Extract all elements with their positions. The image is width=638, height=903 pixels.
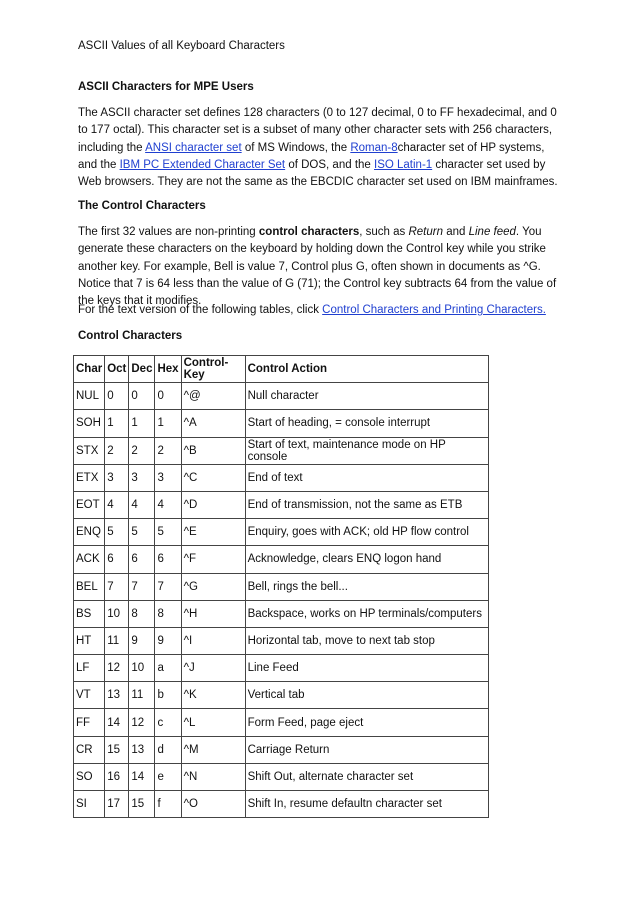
cell-hex: 6 — [155, 546, 181, 573]
iso-latin-1-link[interactable]: ISO Latin-1 — [374, 158, 433, 171]
intro-heading: ASCII Characters for MPE Users — [78, 81, 254, 93]
cell-control-key: ^D — [181, 491, 245, 518]
cell-dec: 11 — [129, 682, 155, 709]
table-row — [74, 791, 489, 818]
cell-control-action: Vertical tab — [245, 682, 488, 709]
cell-control-key: ^C — [181, 464, 245, 491]
table-row — [74, 519, 489, 546]
cell-oct: 6 — [105, 546, 129, 573]
cell-control-key: ^@ — [181, 383, 245, 410]
cell-control-action: Shift Out, alternate character set — [245, 763, 488, 790]
text-version-paragraph — [78, 302, 560, 319]
page-header-title: ASCII Values of all Keyboard Characters — [78, 40, 285, 52]
control-text-1: The first 32 values are non-printing — [78, 226, 259, 238]
cell-control-key: ^L — [181, 709, 245, 736]
table-row — [74, 682, 489, 709]
cell-dec: 4 — [129, 491, 155, 518]
cell-dec: 14 — [129, 763, 155, 790]
table-row — [74, 383, 489, 410]
cell-dec: 2 — [129, 437, 155, 464]
col-header-char: Char — [74, 356, 105, 383]
intro-text-5: character set used by Web browsers. They are not the same as the EBCDIC character set used on IBM mainframes. — [78, 158, 558, 189]
cell-oct: 2 — [105, 437, 129, 464]
cell-char: BEL — [74, 573, 105, 600]
cell-control-key: ^E — [181, 519, 245, 546]
cell-char: LF — [74, 655, 105, 682]
return-term: Return — [408, 226, 444, 238]
cell-char: ACK — [74, 546, 105, 573]
table-header-row — [74, 356, 489, 383]
cell-dec: 9 — [129, 627, 155, 654]
control-text-3: and — [443, 226, 469, 238]
roman-8-link[interactable]: Roman-8 — [350, 141, 398, 154]
table-row — [74, 464, 489, 491]
cell-dec: 0 — [129, 383, 155, 410]
col-header-oct: Oct — [105, 356, 129, 383]
intro-text-3: character set of HP systems, and the — [78, 141, 545, 171]
cell-dec: 3 — [129, 464, 155, 491]
cell-hex: b — [155, 682, 181, 709]
cell-oct: 1 — [105, 410, 129, 437]
cell-hex: a — [155, 655, 181, 682]
cell-control-action: Horizontal tab, move to next tab stop — [245, 627, 488, 654]
cell-hex: 1 — [155, 410, 181, 437]
cell-hex: 4 — [155, 491, 181, 518]
cell-oct: 11 — [105, 627, 129, 654]
cell-dec: 5 — [129, 519, 155, 546]
cell-char: SI — [74, 791, 105, 818]
cell-oct: 7 — [105, 573, 129, 600]
cell-control-key: ^N — [181, 763, 245, 790]
cell-dec: 1 — [129, 410, 155, 437]
cell-control-action: Bell, rings the bell... — [245, 573, 488, 600]
table-row — [74, 573, 489, 600]
col-header-control-action: Control Action — [245, 356, 488, 383]
cell-oct: 15 — [105, 736, 129, 763]
cell-hex: 5 — [155, 519, 181, 546]
cell-control-action: Start of text, maintenance mode on HP console — [245, 437, 488, 464]
cell-oct: 17 — [105, 791, 129, 818]
cell-oct: 0 — [105, 383, 129, 410]
control-text-4: . You generate these characters on the keyboard by holding down the Control key while you strike another key. For example, Bell is value 7, Control plus G, often shown in documents as ^G. Notice that 7 is 64 less than the value of G (71); the Control key subtracts 64 from the value of the keys that it modifies. — [78, 226, 557, 308]
cell-control-key: ^H — [181, 600, 245, 627]
cell-control-key: ^K — [181, 682, 245, 709]
control-text-2: , such as — [359, 226, 409, 238]
control-characters-heading: The Control Characters — [78, 200, 206, 212]
cell-control-action: Null character — [245, 383, 488, 410]
ansi-character-set-link[interactable]: ANSI character set — [145, 141, 242, 154]
cell-oct: 13 — [105, 682, 129, 709]
intro-text-4: of DOS, and the — [285, 158, 374, 171]
cell-char: FF — [74, 709, 105, 736]
table-row — [74, 491, 489, 518]
cell-char: ENQ — [74, 519, 105, 546]
cell-char: SO — [74, 763, 105, 790]
intro-text-1: The ASCII character set defines 128 characters (0 to 127 decimal, 0 to FF hexadecimal, and 0 to 177 octal). This character set is a subset of many other character sets with 256 characters, including the — [78, 107, 557, 154]
cell-control-action: Form Feed, page eject — [245, 709, 488, 736]
cell-oct: 16 — [105, 763, 129, 790]
col-header-dec: Dec — [129, 356, 155, 383]
cell-hex: 9 — [155, 627, 181, 654]
cell-oct: 5 — [105, 519, 129, 546]
cell-dec: 10 — [129, 655, 155, 682]
table-row — [74, 546, 489, 573]
cell-dec: 6 — [129, 546, 155, 573]
cell-hex: 8 — [155, 600, 181, 627]
table-row — [74, 600, 489, 627]
cell-control-action: Acknowledge, clears ENQ logon hand — [245, 546, 488, 573]
cell-oct: 4 — [105, 491, 129, 518]
line-feed-term: Line feed — [468, 226, 516, 238]
cell-control-action: Start of heading, = console interrupt — [245, 410, 488, 437]
cell-dec: 12 — [129, 709, 155, 736]
cell-control-key: ^J — [181, 655, 245, 682]
table-row — [74, 736, 489, 763]
col-header-hex: Hex — [155, 356, 181, 383]
cell-hex: 7 — [155, 573, 181, 600]
cell-char: NUL — [74, 383, 105, 410]
cell-control-action: Carriage Return — [245, 736, 488, 763]
cell-control-key: ^A — [181, 410, 245, 437]
cell-control-key: ^B — [181, 437, 245, 464]
cell-dec: 7 — [129, 573, 155, 600]
cell-dec: 13 — [129, 736, 155, 763]
cell-control-key: ^I — [181, 627, 245, 654]
cell-hex: c — [155, 709, 181, 736]
cell-hex: 0 — [155, 383, 181, 410]
table-row — [74, 627, 489, 654]
cell-control-action: End of text — [245, 464, 488, 491]
intro-paragraph — [78, 105, 560, 191]
cell-dec: 15 — [129, 791, 155, 818]
cell-control-action: Shift In, resume defaultn character set — [245, 791, 488, 818]
control-and-printing-characters-link[interactable]: Control Characters and Printing Characters. — [322, 304, 546, 316]
cell-hex: d — [155, 736, 181, 763]
cell-oct: 10 — [105, 600, 129, 627]
table-row — [74, 655, 489, 682]
cell-hex: e — [155, 763, 181, 790]
table-row — [74, 437, 489, 464]
cell-char: HT — [74, 627, 105, 654]
control-characters-term: control characters — [258, 226, 360, 238]
cell-control-action: End of transmission, not the same as ETB — [245, 491, 488, 518]
cell-char: BS — [74, 600, 105, 627]
cell-control-action: Enquiry, goes with ACK; old HP flow control — [245, 519, 488, 546]
cell-oct: 14 — [105, 709, 129, 736]
cell-char: EOT — [74, 491, 105, 518]
cell-char: STX — [74, 437, 105, 464]
cell-control-key: ^M — [181, 736, 245, 763]
table-title: Control Characters — [78, 330, 183, 342]
table-row — [74, 410, 489, 437]
cell-control-action: Backspace, works on HP terminals/computers — [245, 600, 488, 627]
cell-char: CR — [74, 736, 105, 763]
cell-oct: 3 — [105, 464, 129, 491]
cell-hex: 2 — [155, 437, 181, 464]
cell-char: ETX — [74, 464, 105, 491]
cell-control-key: ^F — [181, 546, 245, 573]
cell-hex: f — [155, 791, 181, 818]
cell-oct: 12 — [105, 655, 129, 682]
cell-control-action: Line Feed — [245, 655, 488, 682]
table-row — [74, 709, 489, 736]
control-characters-table — [73, 355, 489, 818]
cell-char: SOH — [74, 410, 105, 437]
ibm-pc-extended-link[interactable]: IBM PC Extended Character Set — [119, 158, 286, 171]
cell-control-key: ^G — [181, 573, 245, 600]
intro-text-2: of MS Windows, the — [241, 141, 351, 154]
table-row — [74, 763, 489, 790]
col-header-control-key: Control-Key — [181, 356, 245, 383]
cell-hex: 3 — [155, 464, 181, 491]
text-version-text: For the text version of the following tables, click — [78, 304, 323, 316]
cell-control-key: ^O — [181, 791, 245, 818]
control-paragraph — [78, 224, 560, 310]
cell-char: VT — [74, 682, 105, 709]
cell-dec: 8 — [129, 600, 155, 627]
